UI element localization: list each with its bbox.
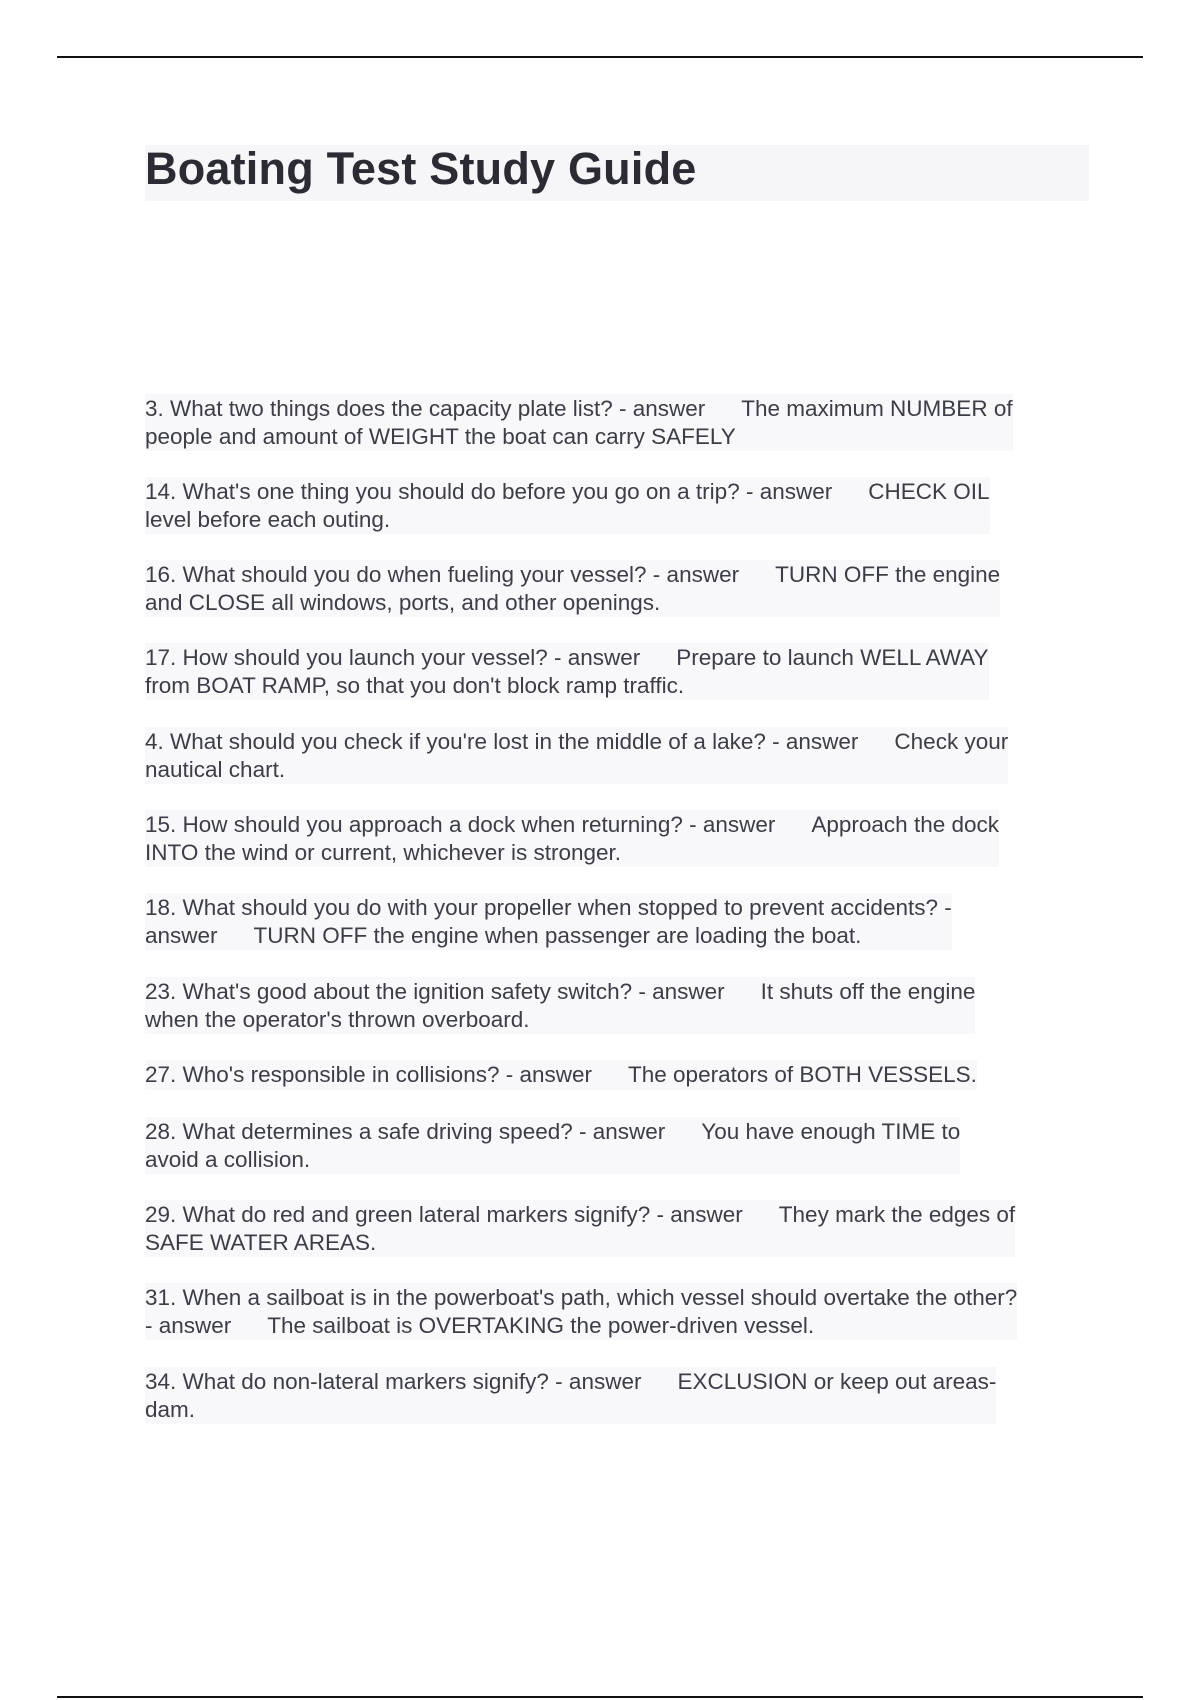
question-text: 4. What should you check if you're lost in the middle of a lake? - answer xyxy=(145,729,859,754)
qa-item xyxy=(145,394,1013,451)
qa-item xyxy=(145,1367,996,1424)
page-title: Boating Test Study Guide xyxy=(145,143,697,194)
qa-item xyxy=(145,643,989,700)
question-text: 27. Who's responsible in collisions? - answer xyxy=(145,1062,593,1087)
answer-text: Check your xyxy=(894,729,1009,754)
question-text: 29. What do red and green lateral markers signify? - answer xyxy=(145,1202,743,1227)
answer-text: EXCLUSION or keep out areas- xyxy=(677,1369,997,1394)
answer-label: - answer xyxy=(145,1312,232,1338)
top-rule xyxy=(57,56,1143,58)
question-text: 3. What two things does the capacity plate list? - answer xyxy=(145,396,706,421)
question-text: 23. What's good about the ignition safety switch? - answer xyxy=(145,979,725,1004)
question-text: 31. When a sailboat is in the powerboat's path, which vessel should overtake the other? xyxy=(145,1285,1018,1310)
answer-continuation: people and amount of WEIGHT the boat can carry SAFELY xyxy=(145,423,736,449)
answer-text: CHECK OIL xyxy=(868,479,990,504)
answer-text: They mark the edges of xyxy=(778,1202,1016,1227)
answer-continuation: when the operator's thrown overboard. xyxy=(145,1006,530,1032)
answer-continuation: level before each outing. xyxy=(145,506,391,532)
qa-item xyxy=(145,1117,960,1174)
question-text: 16. What should you do when fueling your vessel? - answer xyxy=(145,562,740,587)
answer-text: Prepare to launch WELL AWAY xyxy=(676,645,989,670)
answer-text: Approach the dock xyxy=(811,812,999,837)
question-text: 34. What do non-lateral markers signify? - answer xyxy=(145,1369,642,1394)
answer-continuation: avoid a collision. xyxy=(145,1146,311,1172)
answer-continuation: INTO the wind or current, whichever is stronger. xyxy=(145,839,622,865)
answer-continuation: dam. xyxy=(145,1396,196,1422)
qa-item xyxy=(145,1200,1015,1257)
answer-text: The maximum NUMBER of xyxy=(741,396,1013,421)
answer-text: The operators of BOTH VESSELS. xyxy=(628,1062,977,1087)
answer-continuation: from BOAT RAMP, so that you don't block ramp traffic. xyxy=(145,672,685,698)
qa-item xyxy=(145,1283,1017,1340)
answer-text: TURN OFF the engine xyxy=(775,562,1001,587)
qa-item xyxy=(145,560,1000,617)
question-text: 18. What should you do with your propeller when stopped to prevent accidents? - xyxy=(145,895,952,920)
question-text: 14. What's one thing you should do before you go on a trip? - answer xyxy=(145,479,833,504)
answer-text: It shuts off the engine xyxy=(760,979,976,1004)
answer-continuation: nautical chart. xyxy=(145,756,286,782)
qa-item xyxy=(145,810,999,867)
qa-item xyxy=(145,727,1008,784)
qa-item xyxy=(145,1060,977,1090)
qa-item xyxy=(145,893,952,950)
answer-text: The sailboat is OVERTAKING the power-driven vessel. xyxy=(267,1312,815,1338)
qa-item xyxy=(145,977,975,1034)
question-text: 17. How should you launch your vessel? - answer xyxy=(145,645,641,670)
answer-continuation: and CLOSE all windows, ports, and other openings. xyxy=(145,589,661,615)
bottom-rule xyxy=(57,1696,1143,1698)
qa-item xyxy=(145,477,990,534)
answer-text: TURN OFF the engine when passenger are loading the boat. xyxy=(253,922,862,948)
question-text: 28. What determines a safe driving speed? - answer xyxy=(145,1119,666,1144)
question-text: 15. How should you approach a dock when returning? - answer xyxy=(145,812,776,837)
answer-text: You have enough TIME to xyxy=(701,1119,961,1144)
answer-label: answer xyxy=(145,922,218,948)
answer-continuation: SAFE WATER AREAS. xyxy=(145,1229,377,1255)
